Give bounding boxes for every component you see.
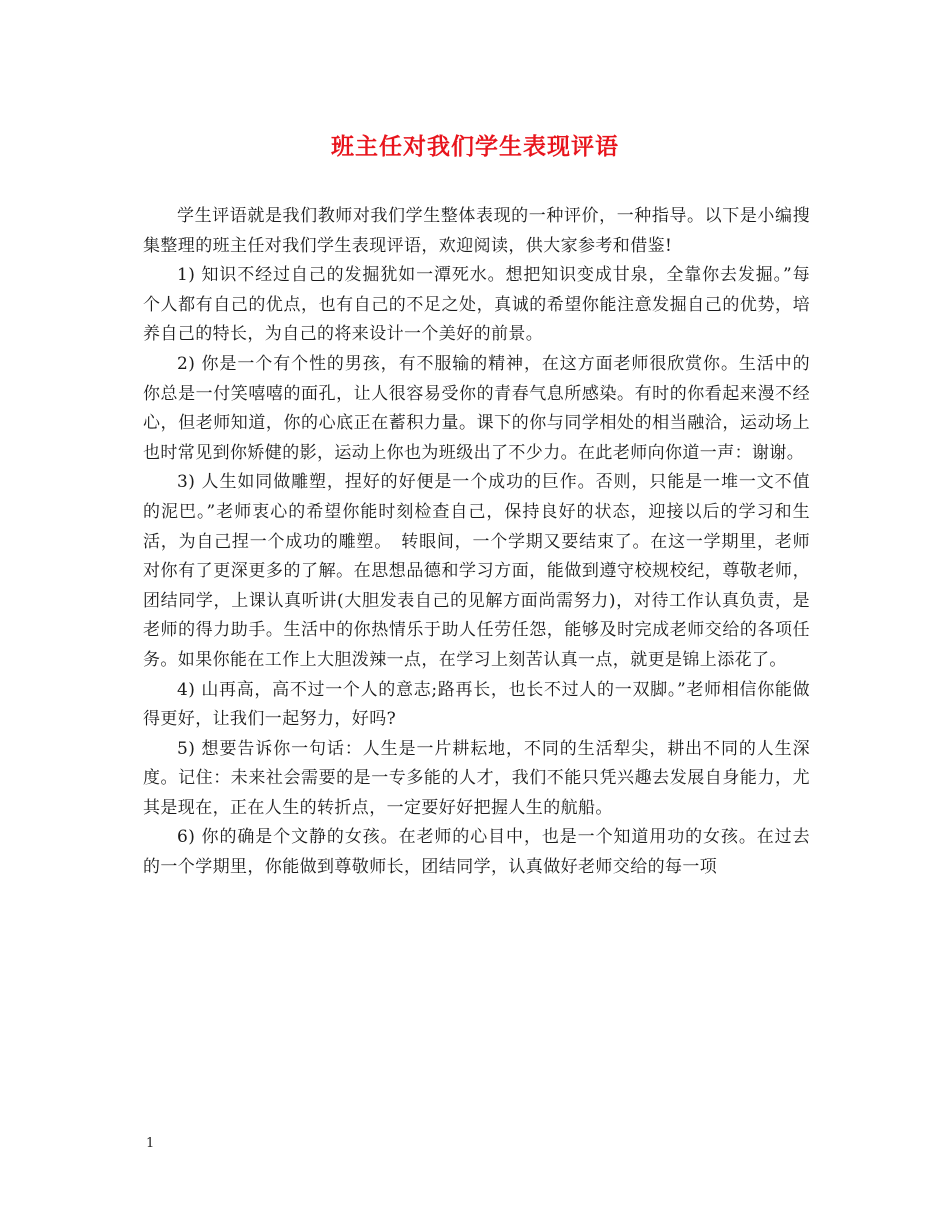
- comment-paragraph-2: 2) 你是一个有个性的男孩，有不服输的精神，在这方面老师很欣赏你。生活中的你总是一付笑嘻嘻的面孔，让人很容易受你的青春气息所感染。有时的你看起来漫不经心，但老师知道，你的心底正在蓄积力量。课下的你与同学相处的相当融洽，运动场上也时常见到你矫健的影，运动上你也为班级出了不少力。在此老师向你道一声：谢谢。: [143, 353, 810, 463]
- comment-paragraph-6: 6) 你的确是个文静的女孩。在老师的心目中，也是一个知道用功的女孩。在过去的一个学期里，你能做到尊敬师长，团结同学，认真做好老师交给的每一项: [143, 827, 810, 878]
- intro-paragraph: 学生评语就是我们教师对我们学生整体表现的一种评价，一种指导。以下是小编搜集整理的班主任对我们学生表现评语，欢迎阅读，供大家参考和借鉴!: [143, 206, 810, 256]
- comment-paragraph-4: 4) 山再高，高不过一个人的意志;路再长，也长不过人的一双脚。”老师相信你能做得更好，让我们一起努力，好吗?: [143, 679, 810, 730]
- document-title: 班主任对我们学生表现评语: [331, 133, 619, 160]
- page-number: 1: [146, 1136, 155, 1151]
- document-body: [143, 202, 810, 883]
- comment-paragraph-1: 1) 知识不经过自己的发掘犹如一潭死水。想把知识变成甘泉，全靠你去发掘。”每个人都有自己的优点，也有自己的不足之处，真诚的希望你能注意发掘自己的优势，培养自己的特长，为自己的将来设计一个美好的前景。: [143, 265, 810, 345]
- comment-paragraph-5: 5) 想要告诉你一句话：人生是一片耕耘地，不同的生活犁尖，耕出不同的人生深度。记住：未来社会需要的是一专多能的人才，我们不能只凭兴趣去发展自身能力，尤其是现在，正在人生的转折点，一定要好好把握人生的航船。: [143, 738, 810, 818]
- comment-paragraph-3: 3) 人生如同做雕塑，捏好的好便是一个成功的巨作。否则，只能是一堆一文不值的泥巴。”老师衷心的希望你能时刻检查自己，保持良好的状态，迎接以后的学习和生活，为自己捏一个成功的雕塑。 转眼间，一个学期又要结束了。在这一学期里，老师对你有了更深更多的了解。在思想品德和学习方面，能做到遵守校规校纪，尊敬老师，团结同学，上课认真听讲(大胆发表自己的见解方面尚需努力)，对待工作认真负责，是老师的得力助手。生活中的你热情乐于助人任劳任怨，能够及时完成老师交给的各项任务。如果你能在工作上大胆泼辣一点，在学习上刻苦认真一点，就更是锦上添花了。: [143, 472, 810, 670]
